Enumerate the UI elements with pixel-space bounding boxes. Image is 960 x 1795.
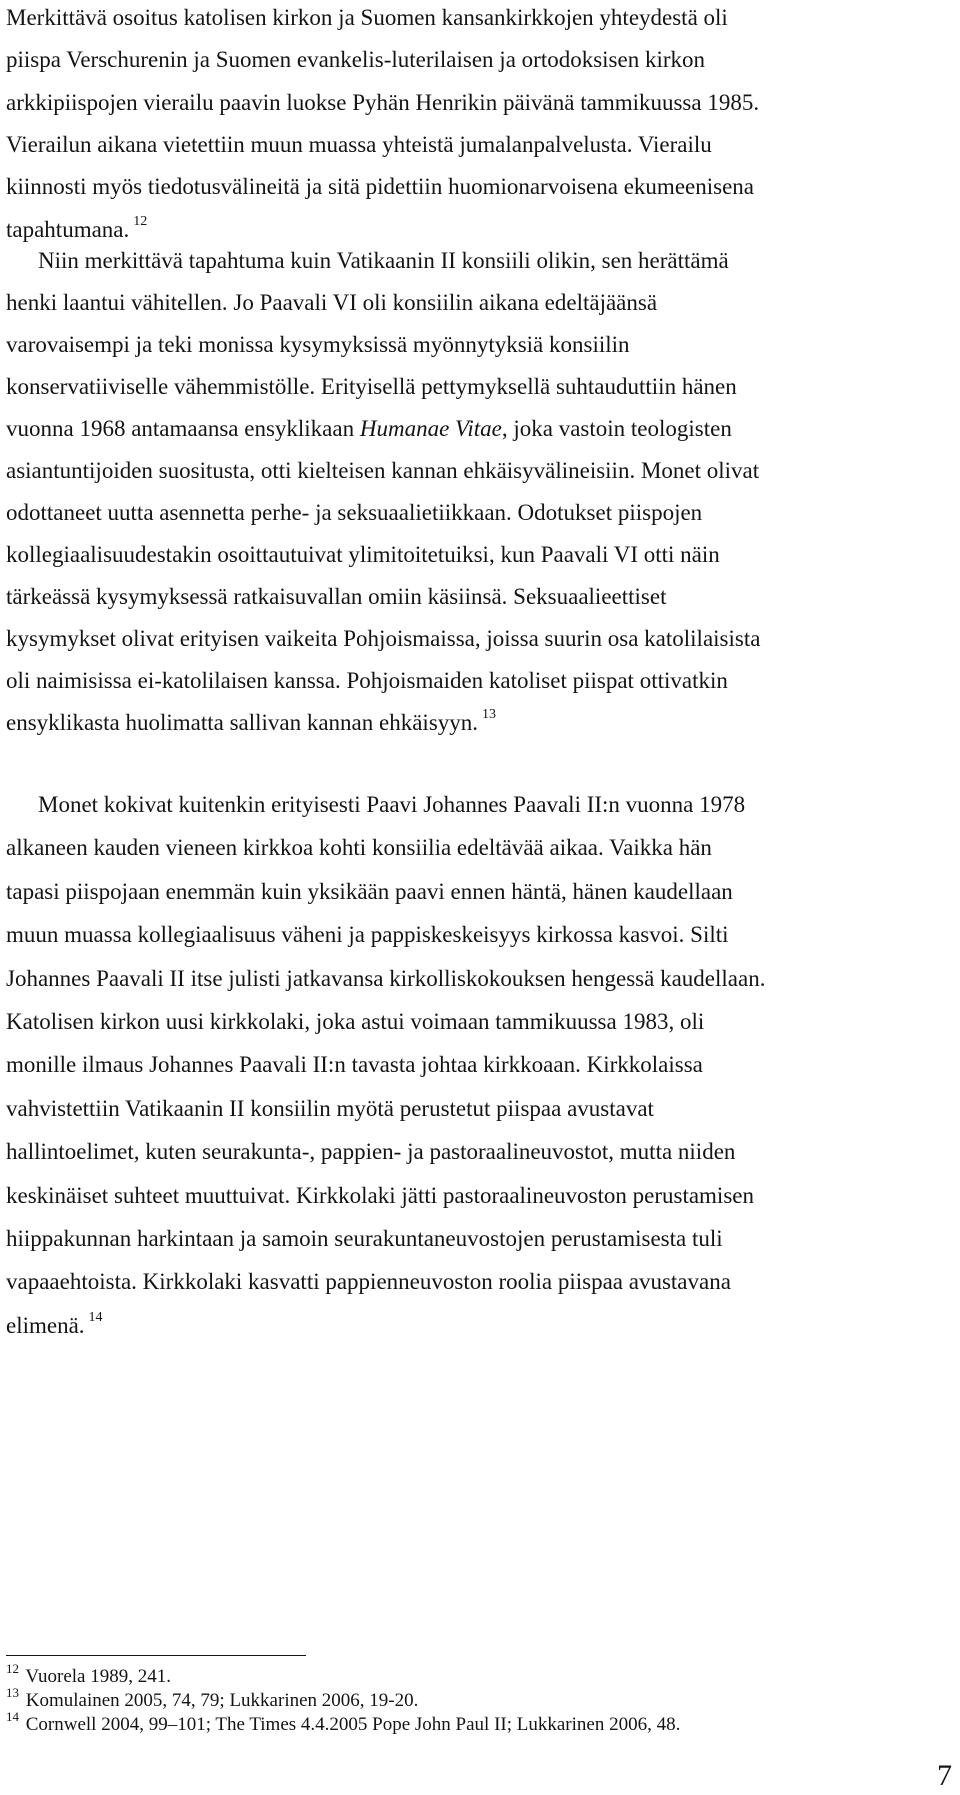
text-segment: vapaaehtoista. Kirkkolaki kasvatti pappienneuvoston roolia piispaa avustavana: [6, 1269, 731, 1295]
text-line: [6, 1007, 704, 1037]
footnote-number: 12: [6, 1661, 19, 1676]
text-line: [6, 172, 754, 202]
text-line: [6, 498, 702, 528]
text-line: [6, 414, 732, 444]
text-segment: , joka vastoin teologisten: [501, 416, 732, 441]
text-line: [6, 1181, 754, 1211]
text-line: [6, 372, 737, 402]
text-segment: varovaisempi ja teki monissa kysymyksissä myönnytyksiä konsiilin: [6, 332, 630, 357]
text-line: [6, 624, 760, 654]
text-segment: muun muassa kollegiaalisuus väheni ja pappiskeskeisyys kirkossa kasvoi. Silti: [6, 922, 729, 948]
footnote-12: [6, 1661, 171, 1690]
text-line: [38, 790, 745, 820]
text-segment: hallintoelimet, kuten seurakunta-, pappien- ja pastoraalineuvostot, mutta niiden: [6, 1139, 736, 1165]
text-line: [6, 215, 147, 245]
footnote-text: Komulainen 2005, 74, 79; Lukkarinen 2006, 19-20.: [21, 1690, 419, 1711]
text-segment: Monet kokivat kuitenkin erityisesti Paavi Johannes Paavali II:n vuonna 1978: [38, 792, 746, 817]
text-segment: monille ilmaus Johannes Paavali II:n tavasta johtaa kirkkoaan. Kirkkolaissa: [6, 1052, 703, 1078]
text-segment: ensyklikasta huolimatta sallivan kannan ehkäisyyn.: [6, 710, 479, 735]
text-segment: kollegiaalisuudestakin osoittautuivat ylimitoitetuiksi, kun Paavali VI otti näin: [6, 542, 720, 567]
text-line: [6, 88, 759, 118]
text-segment: konservatiiviselle vähemmistölle. Erityisellä pettymyksellä suhtauduttiin hänen: [6, 374, 737, 399]
text-segment: asiantuntijoiden suositusta, otti kielteisen kannan ehkäisyvälineisiin. Monet olivat: [6, 458, 760, 483]
text-line: [38, 246, 729, 276]
text-segment: vuonna 1968 antamaansa ensyklikaan: [6, 416, 360, 441]
text-line: [6, 666, 728, 696]
text-segment: piispa Verschurenin ja Suomen evankelis-luterilaisen ja ortodoksisen kirkon: [6, 47, 706, 73]
text-segment: Johannes Paavali II itse julisti jatkavansa kirkolliskokouksen hengessä kaudellaan.: [6, 965, 766, 991]
text-line: [6, 3, 728, 33]
page-number: 7: [937, 1759, 952, 1792]
text-line: [6, 1050, 703, 1080]
text-line: [6, 45, 705, 75]
text-line: [6, 1267, 731, 1297]
footnote-reference[interactable]: 14: [88, 1309, 103, 1325]
footnote-reference[interactable]: 13: [482, 707, 497, 722]
footnote-number: 13: [6, 1685, 19, 1700]
text-line: [6, 1137, 735, 1167]
footnote-13: [6, 1685, 419, 1714]
text-segment: alkaneen kauden vieneen kirkkoa kohti konsiilia edeltävää aikaa. Vaikka hän: [6, 835, 712, 861]
text-line: [6, 288, 657, 318]
text-line: [6, 964, 765, 994]
text-segment: Niin merkittävä tapahtuma kuin Vatikaanin II konsiili olikin, sen herättämä: [38, 248, 729, 273]
text-segment: tapahtumana.: [6, 216, 130, 242]
footnote-14: [6, 1709, 681, 1738]
text-segment: kiinnosti myös tiedotusvälineitä ja sitä pidettiin huomionarvoisena ekumeenisena: [6, 174, 754, 200]
footnote-text: Vuorela 1989, 241.: [21, 1666, 171, 1687]
text-line: [6, 130, 712, 160]
text-segment: elimenä.: [6, 1312, 85, 1338]
text-segment: vahvistettiin Vatikaanin II konsiilin myötä perustetut piispaa avustavat: [6, 1095, 654, 1121]
text-line: [6, 920, 729, 950]
text-segment: hiippakunnan harkintaan ja samoin seurakuntaneuvostojen perustamisesta tuli: [6, 1226, 723, 1251]
text-segment: tärkeässä kysymyksessä ratkaisuvallan omiin käsiinsä. Seksuaalieettiset: [6, 584, 667, 609]
text-segment: Katolisen kirkon uusi kirkkolaki, joka astui voimaan tammikuussa 1983, oli: [6, 1009, 705, 1034]
italic-title: Humanae Vitae: [359, 416, 502, 441]
text-segment: tapasi piispojaan enemmän kuin yksikään paavi ennen häntä, hänen kaudellaan: [6, 878, 733, 904]
text-line: [6, 540, 720, 570]
text-line: [6, 833, 712, 863]
text-segment: arkkipiispojen vierailu paavin luokse Pyhän Henrikin päivänä tammikuussa 1985.: [6, 89, 760, 115]
text-line: [6, 708, 496, 738]
footnote-text: Cornwell 2004, 99–101; The Times 4.4.2005 Pope John Paul II; Lukkarinen 2006, 48.: [21, 1714, 681, 1735]
text-line: [6, 330, 630, 360]
text-line: [6, 1224, 723, 1254]
text-segment: Merkittävä osoitus katolisen kirkon ja Suomen kansankirkkojen yhteydestä oli: [6, 5, 728, 30]
footnote-separator: [6, 1655, 306, 1656]
text-line: [6, 1311, 103, 1341]
text-line: [6, 1094, 654, 1124]
text-segment: Vierailun aikana vietettiin muun muassa yhteistä jumalanpalvelusta. Vierailu: [6, 131, 712, 157]
text-segment: keskinäiset suhteet muuttuivat. Kirkkolaki jätti pastoraalineuvoston perustamisen: [6, 1182, 754, 1208]
footnote-reference[interactable]: 12: [133, 213, 148, 229]
text-segment: henki laantui vähitellen. Jo Paavali VI oli konsiilin aikana edeltäjäänsä: [6, 290, 658, 315]
text-segment: oli naimisissa ei-katolilaisen kanssa. Pohjoismaiden katoliset piispat ottivatkin: [6, 668, 728, 693]
text-line: [6, 877, 733, 907]
text-segment: kysymykset olivat erityisen vaikeita Pohjoismaissa, joissa suurin osa katolilaisista: [6, 626, 761, 651]
text-line: [6, 456, 759, 486]
footnote-number: 14: [6, 1709, 19, 1724]
text-segment: odottaneet uutta asennetta perhe- ja seksuaalietiikkaan. Odotukset piispojen: [6, 500, 703, 525]
text-line: [6, 582, 666, 612]
